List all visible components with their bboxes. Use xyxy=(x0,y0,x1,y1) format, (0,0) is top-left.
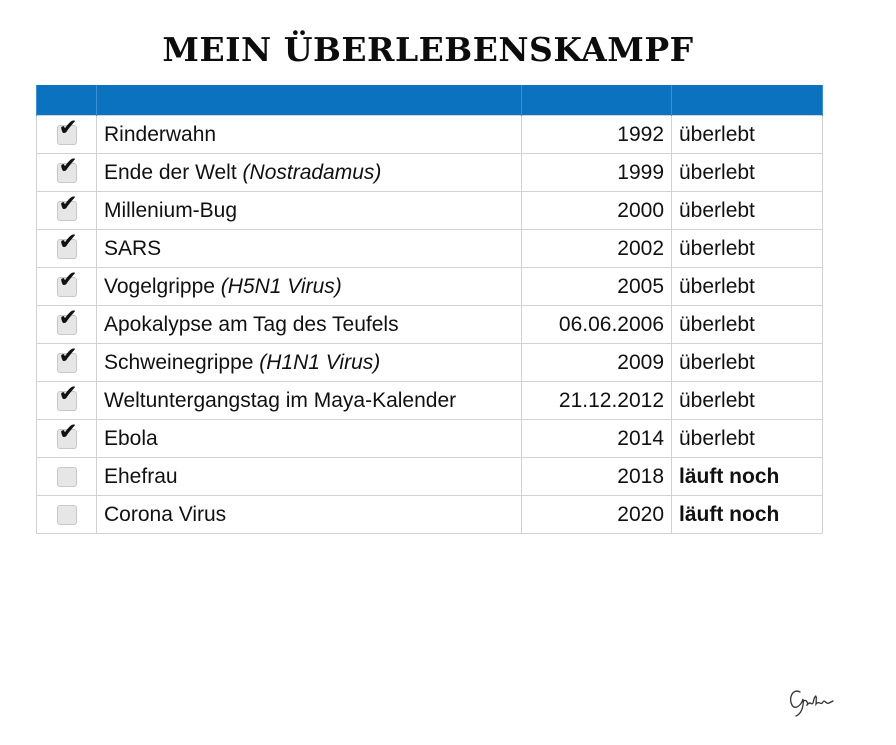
checkbox-checked[interactable] xyxy=(57,267,78,297)
date-cell: 2000 xyxy=(522,192,672,230)
event-note: (H5N1 Virus) xyxy=(220,274,342,298)
status-cell: überlebt xyxy=(672,268,823,306)
table-header xyxy=(37,85,823,116)
checkbox-checked[interactable] xyxy=(57,343,78,373)
date-cell: 21.12.2012 xyxy=(522,382,672,420)
header-row xyxy=(37,85,823,116)
status-cell: überlebt xyxy=(672,116,823,154)
table-body xyxy=(37,116,823,534)
table-row xyxy=(37,268,823,306)
checkbox-cell xyxy=(37,382,97,420)
date-cell: 06.06.2006 xyxy=(522,306,672,344)
status-cell: überlebt xyxy=(672,230,823,268)
table-row xyxy=(37,116,823,154)
checkbox-cell xyxy=(37,458,97,496)
status-cell: überlebt xyxy=(672,154,823,192)
checkbox-cell xyxy=(37,116,97,154)
event-cell xyxy=(97,192,522,230)
checkmark-icon: ✔ xyxy=(58,153,78,179)
checkbox-cell xyxy=(37,268,97,306)
event-name: Schweinegrippe xyxy=(104,350,260,374)
event-name: Ende der Welt xyxy=(104,160,243,184)
table-row xyxy=(37,344,823,382)
date-cell: 2020 xyxy=(522,496,672,534)
status-cell: überlebt xyxy=(672,344,823,382)
table-row xyxy=(37,154,823,192)
event-cell xyxy=(97,230,522,268)
event-cell xyxy=(97,116,522,154)
header-cell-date xyxy=(522,85,672,116)
date-cell: 2018 xyxy=(522,458,672,496)
checkmark-icon: ✔ xyxy=(58,191,78,217)
checkmark-icon: ✔ xyxy=(58,267,78,293)
checkbox-checked[interactable] xyxy=(57,191,78,221)
checkbox-checked[interactable] xyxy=(57,381,78,411)
checkbox-checked[interactable] xyxy=(57,229,78,259)
date-cell: 2009 xyxy=(522,344,672,382)
date-cell: 2014 xyxy=(522,420,672,458)
status-cell: überlebt xyxy=(672,420,823,458)
page-title: MEIN ÜBERLEBENSKAMPF xyxy=(162,30,694,69)
header-cell-check xyxy=(37,85,97,116)
header-cell-event xyxy=(97,85,522,116)
checkbox-cell xyxy=(37,496,97,534)
table-row xyxy=(37,306,823,344)
checkbox-cell xyxy=(37,230,97,268)
event-note: (H1N1 Virus) xyxy=(259,350,381,374)
header-cell-status xyxy=(672,85,823,116)
survival-table xyxy=(36,85,823,534)
checkmark-icon: ✔ xyxy=(58,305,78,331)
checkbox-cell xyxy=(37,306,97,344)
status-cell: läuft noch xyxy=(672,496,823,534)
event-name: Weltuntergangstag im Maya-Kalender xyxy=(104,388,457,412)
date-cell: 1992 xyxy=(522,116,672,154)
checkbox-unchecked[interactable] xyxy=(57,505,77,525)
checkbox-cell xyxy=(37,192,97,230)
checkbox-checked[interactable] xyxy=(57,419,78,449)
table-row xyxy=(37,458,823,496)
checkmark-icon: ✔ xyxy=(58,343,78,369)
event-name: Rinderwahn xyxy=(104,122,217,146)
table-row xyxy=(37,382,823,420)
checkbox-cell xyxy=(37,420,97,458)
status-cell: überlebt xyxy=(672,192,823,230)
checkmark-icon: ✔ xyxy=(58,115,78,141)
event-cell xyxy=(97,344,522,382)
checkbox-cell xyxy=(37,154,97,192)
checkmark-icon: ✔ xyxy=(58,419,78,445)
checkmark-icon: ✔ xyxy=(58,381,78,407)
event-name: Millenium-Bug xyxy=(104,198,238,222)
checkmark-icon: ✔ xyxy=(58,229,78,255)
event-name: Vogelgrippe xyxy=(104,274,221,298)
checkbox-checked[interactable] xyxy=(57,153,78,183)
table-row xyxy=(37,420,823,458)
table-row xyxy=(37,496,823,534)
event-cell xyxy=(97,420,522,458)
date-cell: 2005 xyxy=(522,268,672,306)
event-name: Corona Virus xyxy=(104,502,227,526)
checkbox-cell xyxy=(37,344,97,382)
event-name: Ehefrau xyxy=(104,464,178,488)
checkbox-checked[interactable] xyxy=(57,305,78,335)
date-cell: 1999 xyxy=(522,154,672,192)
signature-icon xyxy=(786,684,834,718)
table-row xyxy=(37,192,823,230)
event-cell xyxy=(97,458,522,496)
event-cell xyxy=(97,268,522,306)
event-cell xyxy=(97,154,522,192)
checkbox-unchecked[interactable] xyxy=(57,467,77,487)
event-cell xyxy=(97,382,522,420)
checkbox-checked[interactable] xyxy=(57,115,78,145)
status-cell: überlebt xyxy=(672,306,823,344)
status-cell: läuft noch xyxy=(672,458,823,496)
event-name: Ebola xyxy=(104,426,158,450)
event-cell xyxy=(97,496,522,534)
date-cell: 2002 xyxy=(522,230,672,268)
event-note: (Nostradamus) xyxy=(242,160,382,184)
table-row xyxy=(37,230,823,268)
event-cell xyxy=(97,306,522,344)
status-cell: überlebt xyxy=(672,382,823,420)
event-name: SARS xyxy=(104,236,162,260)
event-name: Apokalypse am Tag des Teufels xyxy=(104,312,399,336)
